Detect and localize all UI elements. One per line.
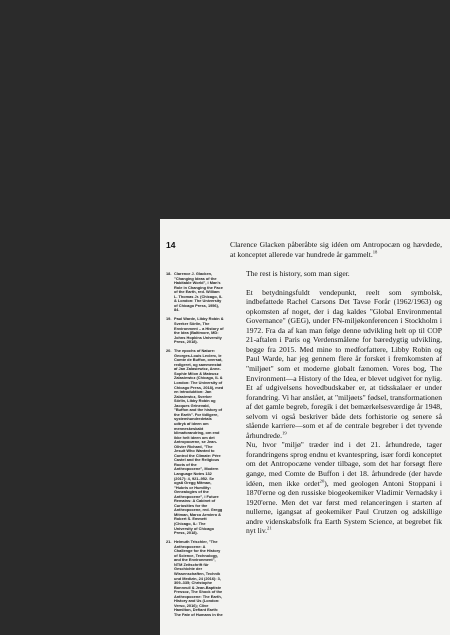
paragraph-text: Clarence Glacken påberåbte sig idéen om Antropocæn og hævdede, at konceptet allerede var hundrede år gammelt. [230, 240, 442, 259]
paragraph [230, 440, 442, 535]
footnote-text: Clarence J. Glacken, "Changing Ideas of the Habitable World", i Man's Role in Changing the Face of the Earth, red. William L. Thomas Jr. (Chicago, IL & London: The University of Chicago Press, 1956), 84. [174, 271, 223, 313]
footnote-number: 20. [166, 348, 172, 354]
footnote-number: 19. [166, 316, 172, 322]
footnote-text: The epochs of Nature: Georges-Louis Leclerc, le Comte de Buffon, oversat, redigeret, og sammenstat af Jan Zalasiewicz, Anne-Sophie Milon & Mateusz Zalasiewicz (Chicago, IL & London: The University of Chicago Press, 2018), med en introduktion: Jan Zalasiewicz, Sverker Sörlin, Libby Robin og Jacques Grinevald, "Buffon and the history of the Earth". For tidligere, systemhundredetals udtryk af ideen om menneskeskabt klimaforandring, om end ikke helt ideen om det Antropocæne, se Jean-Olivier Richard, "The Jesuit Who Wanted to Control the Climate: Pére Castel and the Religious Roots of the Anthropocene", Modern Language Notes 132 (2017): 4, 921–952. Se også Gregg Mitman, "Hubris or Humility: Genealogies of the Anthropocene", i Future Remains: A Cabinet of Curiosities for the Anthropocene, red. Gregg Mitman, Marco Armiero & Robert S. Emmett (Chicago, IL: The University of Chicago Press, 2018). [174, 348, 224, 536]
footnote-ref: 20 [319, 478, 325, 484]
footnote-20 [166, 349, 224, 535]
footnote-19 [166, 317, 224, 344]
footnote-text: Helmuth Trischler, "The Anthropocene: A Challenge for the History of Science, Technology, and the Environment", NTM Zeitschrift für Geschichte der Wissenschaften, Technik und Medizin, 24 (2016): 3, 309–335; Christophe Bonneuil & Jean-Baptiste Fressoz, The Shock of the Anthropocene: The Earth, History and Us (London: Verso, 2016); Clive Hamilton, Defiant Earth: The Fate of Humans in the [174, 539, 223, 617]
footnote-ref: 19 [282, 430, 287, 436]
footnote-number: 21. [166, 539, 172, 545]
footnote-21 [166, 540, 224, 617]
paragraph-text: Nu, hvor "miljø" træder ind i det 21. århundrede, tager forandringens sprog endnu et kvantespring, især fordi konceptet om det Antropocæne vender tilbage, som det har forsøgt flere gange, med Comte de Buffon i det 18. århundrede (der havde idéen, men ikke ordet [246, 440, 442, 488]
footnote-text: Paul Warde, Libby Robin & Sverker Sörlin, The Environment – a History of the Idea (Baltimore, MD: Johns Hopkins University Press, 2018). [174, 316, 224, 345]
footnote-ref: 21 [267, 525, 272, 531]
paragraph [230, 240, 442, 259]
paragraph-text: Et betydningsfuldt vendepunkt, reelt som symbolsk, indbefattede Rachel Carsons Det Tavse Forår (1962/1963) og opkomsten af noget, der i dag kaldes "Global Environmental Governance" (GEG), under FN-miljøkonferencen i Stockholm i 1972. Fra da af kan man følge denne udvikling helt op til COP 21-aftalen i Paris og Verdensmålene for bæredygtig udvikling, begge fra 2015. Med mine to medforfattere, Libby Robin og Paul Warde, har jeg gennem flere år forsket i fremkomsten af "miljøet" som et moderne globalt fænomen. Vores bog, The Environment—a History of the Idea, er blevet udgivet for nylig. Et af udgivelsens hovedbudskaber er, at tidsskalaer er under forandring. Vi har anslået, at "miljøets" fødsel, transformationen af det gamle begreb, foregik i det bemærkelsesværdige år 1948, selvom vi også beskriver både dets forhistorie og senere så slående karriere—som et af de centrale begreber i det tyvende århundrede. [246, 287, 442, 440]
book-page [160, 219, 450, 635]
paragraph [230, 269, 442, 279]
paragraph-text: The rest is history, som man siger. [246, 268, 350, 278]
paragraph-text: ), med geologen Antoni Stoppani i 1870'erne og den russiske biogeokemiker Vladimir Vernadsky i 1920'erne. Men det var først med relanceringen i starten af nullerne, igangsat af geokemiker Paul Crutzen og adskillige andre videnskabsfolk fra Earth System Science, at begrebet fik nyt liv. [246, 478, 442, 536]
footnote-ref: 18 [372, 249, 378, 255]
footnotes-column [166, 272, 224, 622]
page-number: 14 [166, 240, 176, 250]
footnote-18 [166, 272, 224, 313]
main-text [230, 240, 442, 536]
footnote-number: 18. [166, 271, 172, 276]
paragraph [230, 288, 442, 441]
